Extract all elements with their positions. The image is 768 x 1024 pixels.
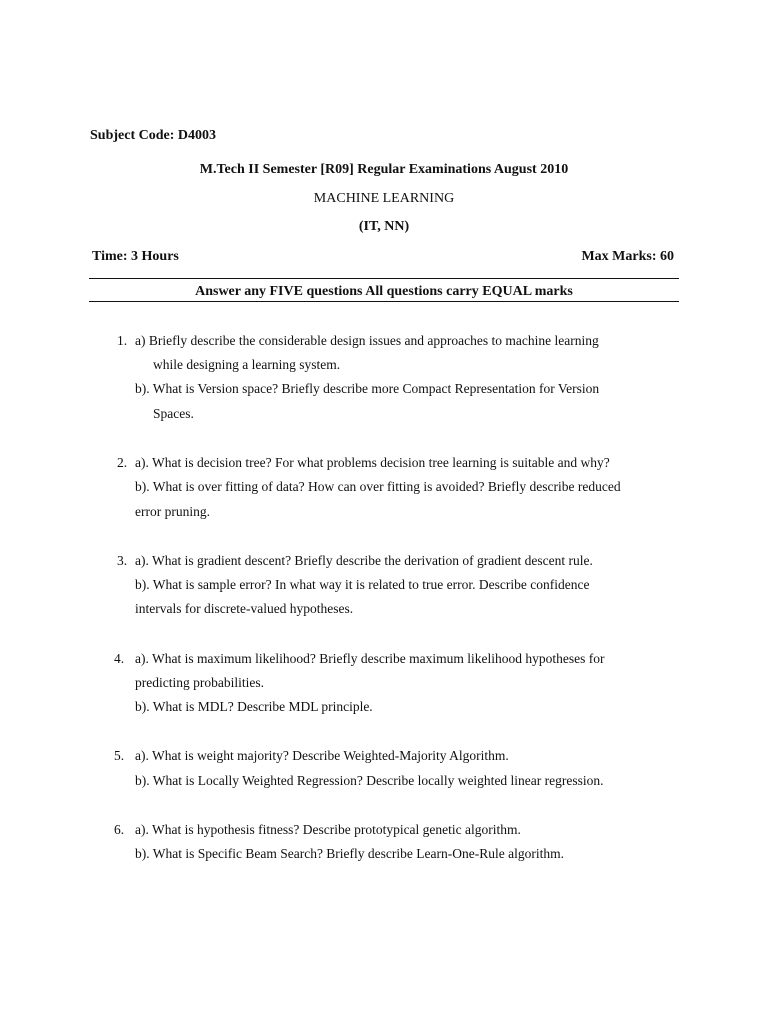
question-line: while designing a learning system.: [153, 357, 341, 372]
subject-code: Subject Code: D4003: [90, 128, 216, 143]
question-line: intervals for discrete-valued hypotheses.: [135, 601, 354, 616]
instructions: Answer any FIVE questions All questions carry EQUAL marks: [195, 284, 573, 299]
question-line: b). What is Specific Beam Search? Briefly describe Learn-One-Rule algorithm.: [135, 846, 564, 861]
question-number: 5.: [114, 748, 125, 763]
exam-title: M.Tech II Semester [R09] Regular Examinations August 2010: [199, 162, 569, 177]
question-line: b). What is sample error? In what way it is related to true error. Describe confidence: [135, 577, 590, 592]
branch-label: (IT, NN): [358, 219, 410, 234]
bottom-rule: [89, 301, 679, 302]
question-line: a). What is gradient descent? Briefly describe the derivation of gradient descent rule.: [135, 553, 593, 568]
top-rule: [89, 278, 679, 279]
question-line: a). What is decision tree? For what problems decision tree learning is suitable and why?: [135, 455, 610, 470]
question-line: a) Briefly describe the considerable design issues and approaches to machine learning: [135, 333, 599, 348]
question-number: 2.: [117, 455, 128, 470]
course-title: MACHINE LEARNING: [313, 191, 455, 206]
question-line: b). What is over fitting of data? How can over fitting is avoided? Briefly describe reduced: [135, 479, 621, 494]
question-line: error pruning.: [135, 504, 210, 519]
question-line: predicting probabilities.: [135, 675, 264, 690]
question-line: a). What is hypothesis fitness? Describe prototypical genetic algorithm.: [135, 822, 521, 837]
question-line: b). What is Version space? Briefly describe more Compact Representation for Version: [135, 381, 600, 396]
question-line: b). What is MDL? Describe MDL principle.: [135, 699, 373, 714]
question-line: a). What is maximum likelihood? Briefly describe maximum likelihood hypotheses for: [135, 651, 605, 666]
max-marks-label: Max Marks: 60: [581, 249, 674, 264]
question-line: Spaces.: [153, 406, 194, 421]
question-line: a). What is weight majority? Describe Weighted-Majority Algorithm.: [135, 748, 509, 763]
question-number: 6.: [114, 822, 125, 837]
question-number: 3.: [117, 553, 128, 568]
time-label: Time: 3 Hours: [92, 249, 179, 264]
question-line: b). What is Locally Weighted Regression? Describe locally weighted linear regression.: [135, 773, 604, 788]
question-number: 4.: [114, 651, 125, 666]
question-number: 1.: [117, 333, 128, 348]
